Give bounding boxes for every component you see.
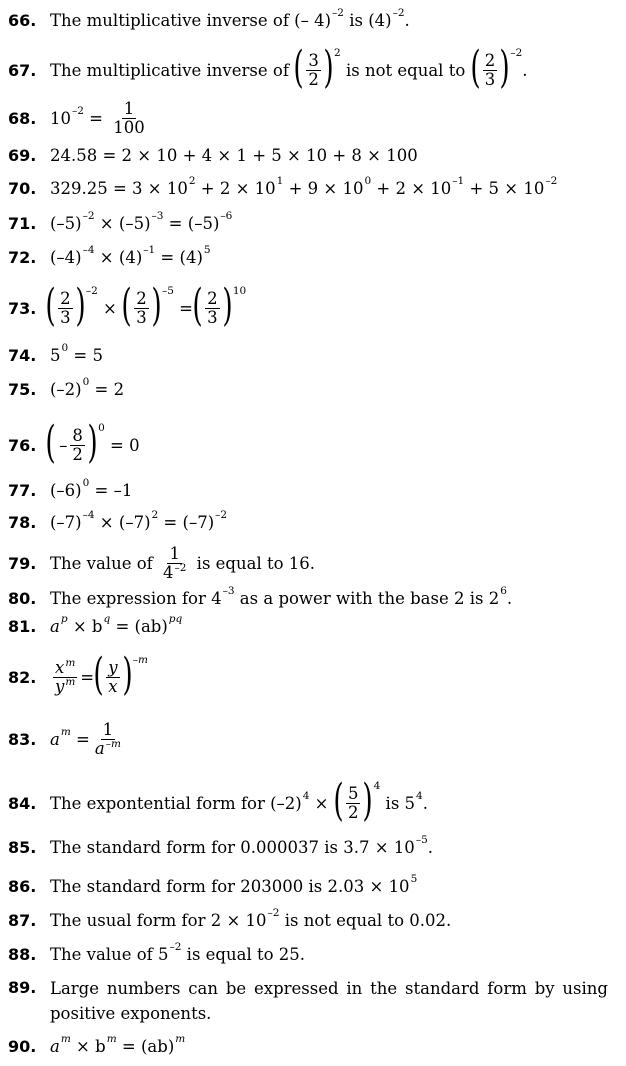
fraction: $\frac{x^m}{y^m}$ <box>55 657 76 696</box>
statement: 5 $^0$ = 5 <box>50 342 104 365</box>
statement: (–7) $^{-4}$ × (–7) $^2$ = (–7) $^{-2}$ <box>50 509 228 532</box>
statement: The expontential form for (–2) $^4$ × ( $\frac{5}{2}$ ) $^4$ is 5 $^4$ . <box>50 775 428 826</box>
question-77 <box>0 478 626 502</box>
statement: Large numbers can be expressed in the standard form by using positive exponents. <box>50 979 608 1023</box>
fraction: $\frac{1}{100}$ <box>113 99 145 137</box>
statement: (–6) $^0$ = –1 <box>50 477 133 500</box>
question-86 <box>0 874 626 898</box>
question-76 <box>0 418 626 472</box>
statement: The expression for 4 $^{-3}$ as a power with the base 2 is 2 $^6$ . <box>50 585 513 608</box>
question-number: 82. <box>8 667 37 687</box>
question-87 <box>0 908 626 932</box>
statement: The multiplicative inverse of ( $\frac{3}{2}$ ) $^2$ is not equal to ( $\frac{2}{3}$ ) $^{-2}$ . <box>50 42 528 93</box>
fraction: $\frac{1}{a^{-m}}$ <box>94 720 121 758</box>
statement: (–4) $^{-4}$ × (4) $^{-1}$ = (4) $^5$ <box>50 244 211 267</box>
question-number: 79. <box>8 553 37 573</box>
question-number: 69. <box>8 145 37 165</box>
question-number: 74. <box>8 345 37 365</box>
fraction: $\frac{3}{2}$ <box>308 51 319 89</box>
question-number: 67. <box>8 60 37 80</box>
question-number: 77. <box>8 480 37 500</box>
fraction: $\frac{2}{3}$ <box>484 51 496 89</box>
statement: $\frac{x^m}{y^m}$ = ( $\frac{y}{x}$ ) $^{-m}$ <box>55 649 149 700</box>
question-74 <box>0 343 626 367</box>
question-number: 76. <box>8 435 37 455</box>
statement: The standard form for 203000 is 2.03 × 10 $^5$ <box>50 873 418 896</box>
question-88 <box>0 942 626 966</box>
question-90 <box>0 1034 626 1058</box>
question-81 <box>0 614 626 638</box>
question-82 <box>0 650 626 704</box>
question-71 <box>0 211 626 235</box>
question-number: 90. <box>8 1036 37 1056</box>
question-number: 78. <box>8 512 37 532</box>
fraction: $\frac{8}{2}$ <box>72 426 83 464</box>
question-75 <box>0 377 626 401</box>
question-70 <box>0 176 626 200</box>
question-80 <box>0 586 626 610</box>
statement: 24.58 = 2 × 10 + 4 × 1 + 5 × 10 + 8 × 100 <box>50 145 418 165</box>
question-67 <box>0 44 626 96</box>
question-number: 87. <box>8 910 37 930</box>
question-number: 89. <box>8 978 37 997</box>
question-number: 86. <box>8 876 37 896</box>
question-number: 84. <box>8 793 37 813</box>
question-number: 75. <box>8 379 37 399</box>
statement: a $^m$ = $\frac{1}{a^{-m}}$ <box>50 720 121 758</box>
statement: ( – $\frac{8}{2}$ ) $^0$ = 0 <box>45 417 140 468</box>
statement: The value of 5 $^{-2}$ is equal to 25. <box>50 941 306 964</box>
question-number: 70. <box>8 178 37 198</box>
question-73 <box>0 282 626 334</box>
statement: The value of $\frac{1}{4^{-2}}$ is equal to 16. <box>50 544 316 582</box>
fraction: $\frac{5}{2}$ <box>347 784 359 822</box>
question-83 <box>0 714 626 764</box>
question-number: 88. <box>8 944 37 964</box>
question-84 <box>0 776 626 830</box>
question-number: 83. <box>8 729 37 749</box>
question-85 <box>0 835 626 859</box>
question-number: 80. <box>8 588 37 608</box>
statement: a $^m$ × b $^m$ = (ab) $^m$ <box>50 1033 186 1056</box>
question-number: 85. <box>8 837 37 857</box>
question-number: 66. <box>8 10 37 30</box>
fraction: $\frac{2}{3}$ <box>207 289 218 327</box>
statement: (–2) $^0$ = 2 <box>50 376 125 399</box>
question-68 <box>0 96 626 140</box>
question-number: 81. <box>8 616 37 636</box>
statement: 10 $^{-2}$ = $\frac{1}{100}$ <box>50 99 145 137</box>
statement: The multiplicative inverse of (– 4) $^{-2}$ is (4) $^{-2}$ . <box>50 7 410 30</box>
question-number: 68. <box>8 108 37 128</box>
statement: a $^p$ × b $^q$ = (ab) $^{pq}$ <box>50 613 183 636</box>
question-number: 72. <box>8 247 37 267</box>
fraction: $\frac{y}{x}$ <box>108 658 118 696</box>
question-number: 73. <box>8 298 37 318</box>
fraction: $\frac{2}{3}$ <box>60 289 71 327</box>
question-66 <box>0 8 626 32</box>
question-number: 71. <box>8 213 37 233</box>
question-78 <box>0 510 626 534</box>
statement: (–5) $^{-2}$ × (–5) $^{-3}$ = (–5) $^{-6}$ <box>50 210 233 233</box>
statement: The standard form for 0.000037 is 3.7 × 10 $^{-5}$ . <box>50 834 433 857</box>
question-69 <box>0 143 626 167</box>
question-72 <box>0 245 626 269</box>
fraction: $\frac{2}{3}$ <box>136 289 147 327</box>
statement: The usual form for 2 × 10 $^{-2}$ is not equal to 0.02. <box>50 907 452 930</box>
fraction: $\frac{1}{4^{-2}}$ <box>163 544 187 582</box>
statement: 329.25 = 3 × 10 $^2$ + 2 × 10 $^1$ + 9 × 10 $^0$ + 2 × 10 $^{-1}$ + 5 × 10 $^{-2}$ <box>50 175 558 198</box>
statement: ( $\frac{2}{3}$ ) $^{-2}$ × ( $\frac{2}{3}$ ) $^{-5}$ = ( $\frac{2}{3}$ ) $^{10}$ <box>45 280 247 331</box>
question-89 <box>0 976 626 1028</box>
question-79 <box>0 540 626 586</box>
